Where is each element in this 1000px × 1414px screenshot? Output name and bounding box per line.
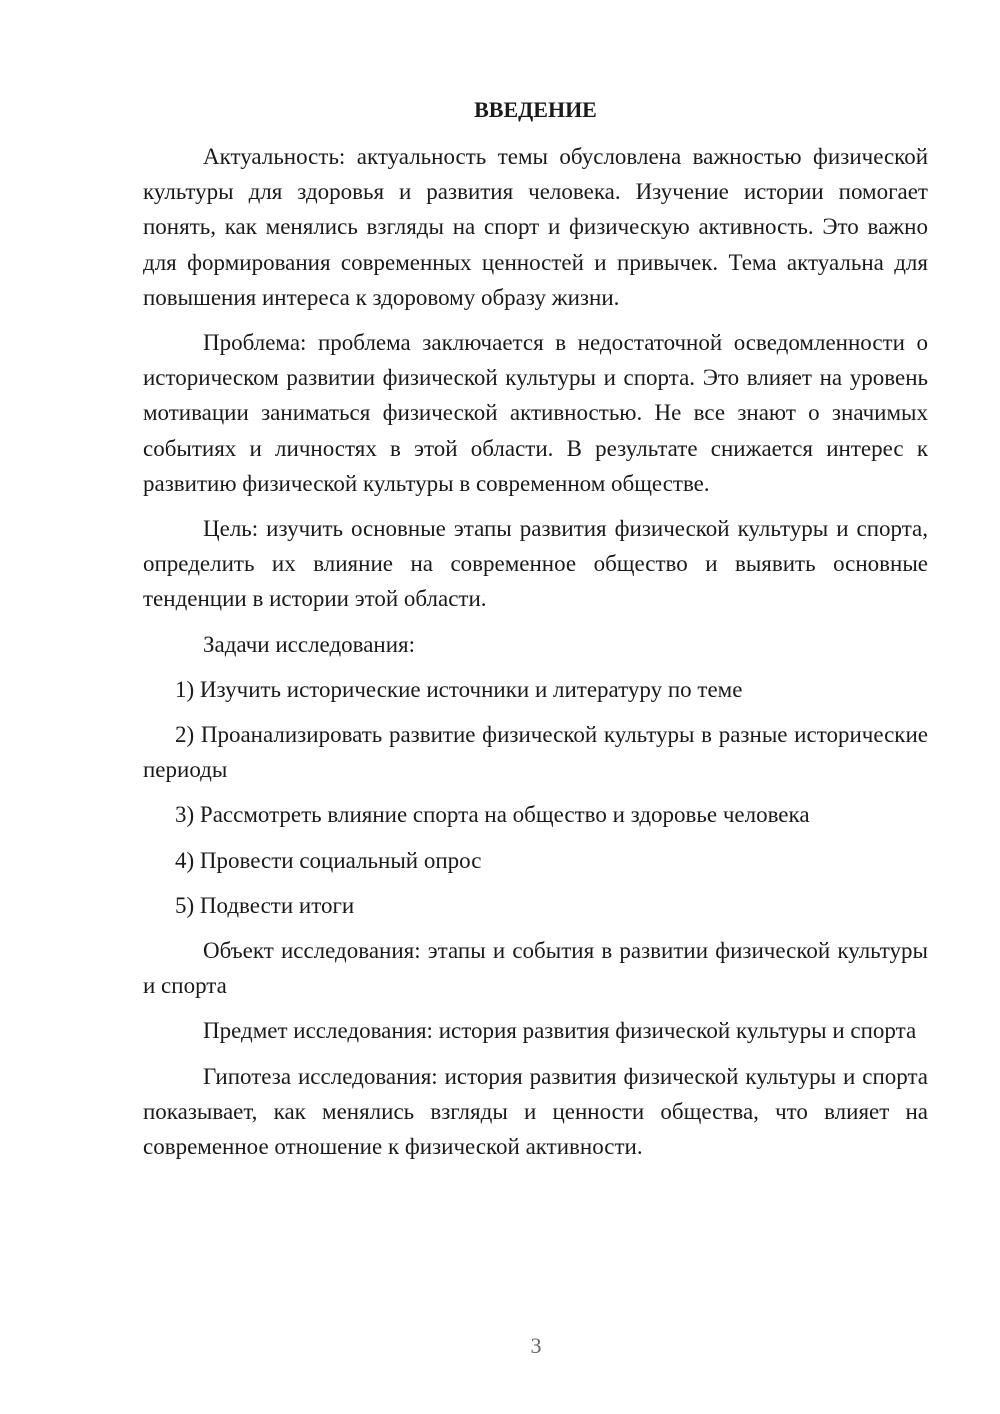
page-number: 3 (530, 1333, 542, 1358)
task-item-3: 3) Рассмотреть влияние спорта на общество и здоровье человека (175, 802, 810, 828)
task-item-5: 5) Подвести итоги (175, 892, 355, 918)
tasks-heading: Задачи исследования: (203, 631, 416, 657)
page-content (143, 92, 928, 1174)
paragraph-relevance: Актуальность: актуальность темы обусловлена важностью физической культуры для здоровья и развития человека. Изучение истории помогает понять, как менялись взгляды на спорт и физическую активность. Это важно для формирования современных ценностей и привычек. Тема актуальна для повышения интереса к здоровому образу жизни. (143, 144, 928, 310)
task-item-4: 4) Провести социальный опрос (175, 847, 482, 873)
paragraph-hypothesis: Гипотеза исследования: история развития физической культуры и спорта показывает, как менялись взгляды и ценности общества, что влияет на современное отношение к физической активности. (143, 1063, 928, 1160)
paragraph-goal: Цель: изучить основные этапы развития физической культуры и спорта, определить их влияние на современное общество и выявить основные тенденции в истории этой области. (143, 516, 928, 612)
paragraph-problem: Проблема: проблема заключается в недостаточной осведомленности о историческом развитии физической культуры и спорта. Это влияет на уровень мотивации заниматься физической активностью. Не все знают о значимых событиях и личностях в этой области. В результате снижается интерес к развитию физической культуры в современном обществе. (143, 330, 928, 496)
task-item-1: 1) Изучить исторические источники и литературу по теме (175, 676, 743, 702)
paragraph-subject: Предмет исследования: история развития физической культуры и спорта (203, 1018, 917, 1044)
task-item-2: 2) Проанализировать развитие физической культуры в разные исторические периоды (143, 722, 928, 783)
page-title: ВВЕДЕНИЕ (474, 97, 597, 122)
paragraph-object: Объект исследования: этапы и события в развитии физической культуры и спорта (143, 938, 928, 999)
